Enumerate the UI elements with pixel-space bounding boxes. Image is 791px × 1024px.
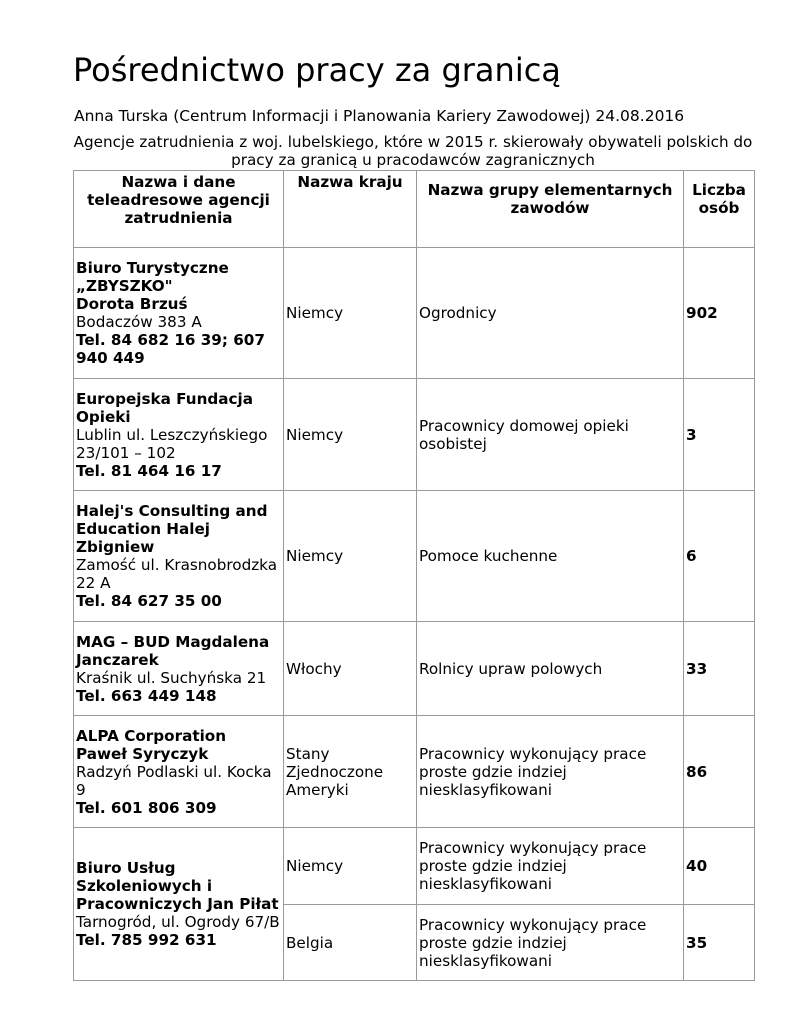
country-cell: Niemcy (284, 828, 417, 905)
agency-phone: Tel. 663 449 148 (76, 686, 217, 705)
agency-address: Kraśnik ul. Suchyńska 21 (76, 668, 267, 687)
count-cell: 902 (684, 248, 755, 379)
count-cell: 40 (684, 828, 755, 905)
country-cell: Niemcy (284, 491, 417, 622)
agency-address: Tarnogród, ul. Ogrody 67/B (76, 913, 280, 931)
agency-cell (74, 828, 284, 981)
agency-name: ALPA Corporation Paweł Syryczyk (76, 726, 227, 763)
count-cell: 6 (684, 491, 755, 622)
agency-address: Radzyń Podlaski ul. Kocka 9 (76, 762, 272, 799)
agency-name: Europejska Fundacja Opieki (76, 389, 253, 426)
group-cell: Pomoce kuchenne (417, 491, 684, 622)
table-row (74, 491, 755, 622)
author-line: Anna Turska (Centrum Informacji i Planowania Kariery Zawodowej) 24.08.2016 (74, 107, 685, 125)
agency-phone: Tel. 84 682 16 39; 607 940 449 (76, 331, 265, 367)
header-country: Nazwa kraju (284, 171, 417, 248)
agency-cell (74, 379, 284, 491)
table-row (74, 379, 755, 491)
count-cell: 35 (684, 905, 755, 981)
count-cell: 33 (684, 622, 755, 716)
group-cell: Pracownicy wykonujący prace proste gdzie indziej niesklasyfikowani (417, 716, 684, 828)
country-cell: Niemcy (284, 379, 417, 491)
table-row (74, 828, 755, 905)
agency-address: Lublin ul. Leszczyńskiego 23/101 – 102 (76, 425, 268, 462)
table-row (74, 248, 755, 379)
header-count: Liczba osób (684, 171, 755, 248)
count-cell: 3 (684, 379, 755, 491)
table-row (74, 716, 755, 828)
country-cell: Belgia (284, 905, 417, 981)
country-cell: Stany Zjednoczone Ameryki (284, 716, 417, 828)
agency-address: Bodaczów 383 A (76, 313, 202, 331)
agency-name: MAG – BUD Magdalena Janczarek (76, 632, 270, 669)
agency-address: Zamość ul. Krasnobrodzka 22 A (76, 556, 278, 592)
agency-name: Halej's Consulting and Education Halej Zbigniew (76, 502, 268, 556)
group-cell: Pracownicy domowej opieki osobistej (417, 379, 684, 491)
agency-cell (74, 491, 284, 622)
count-cell: 86 (684, 716, 755, 828)
agency-phone: Tel. 785 992 631 (76, 931, 217, 949)
agencies-table (73, 170, 755, 981)
group-cell: Ogrodnicy (417, 248, 684, 379)
table-caption: Agencje zatrudnienia z woj. lubelskiego, które w 2015 r. skierowały obywateli polskich do pracy za granicą u pracodawców zagranicznych (73, 133, 753, 169)
table-row (74, 622, 755, 716)
header-group: Nazwa grupy elementarnych zawodów (417, 171, 684, 248)
table-header-row (74, 171, 755, 248)
header-agency: Nazwa i dane teleadresowe agencji zatrudnienia (74, 171, 284, 248)
agency-name: Biuro Turystyczne „ZBYSZKO" (76, 259, 229, 295)
agency-cell (74, 716, 284, 828)
agency-cell (74, 248, 284, 379)
group-cell: Pracownicy wykonujący prace proste gdzie indziej niesklasyfikowani (417, 905, 684, 981)
group-cell: Rolnicy upraw polowych (417, 622, 684, 716)
agency-cell (74, 622, 284, 716)
group-cell: Pracownicy wykonujący prace proste gdzie indziej niesklasyfikowani (417, 828, 684, 905)
agency-phone: Tel. 601 806 309 (76, 798, 217, 817)
agency-phone: Tel. 84 627 35 00 (76, 592, 222, 610)
country-cell: Niemcy (284, 248, 417, 379)
agency-name: Biuro Usług Szkoleniowych i Pracowniczych Jan Piłat (76, 859, 279, 913)
agency-person: Dorota Brzuś (76, 295, 188, 313)
agency-phone: Tel. 81 464 16 17 (76, 461, 222, 480)
page-title: Pośrednictwo pracy za granicą (73, 51, 561, 89)
country-cell: Włochy (284, 622, 417, 716)
